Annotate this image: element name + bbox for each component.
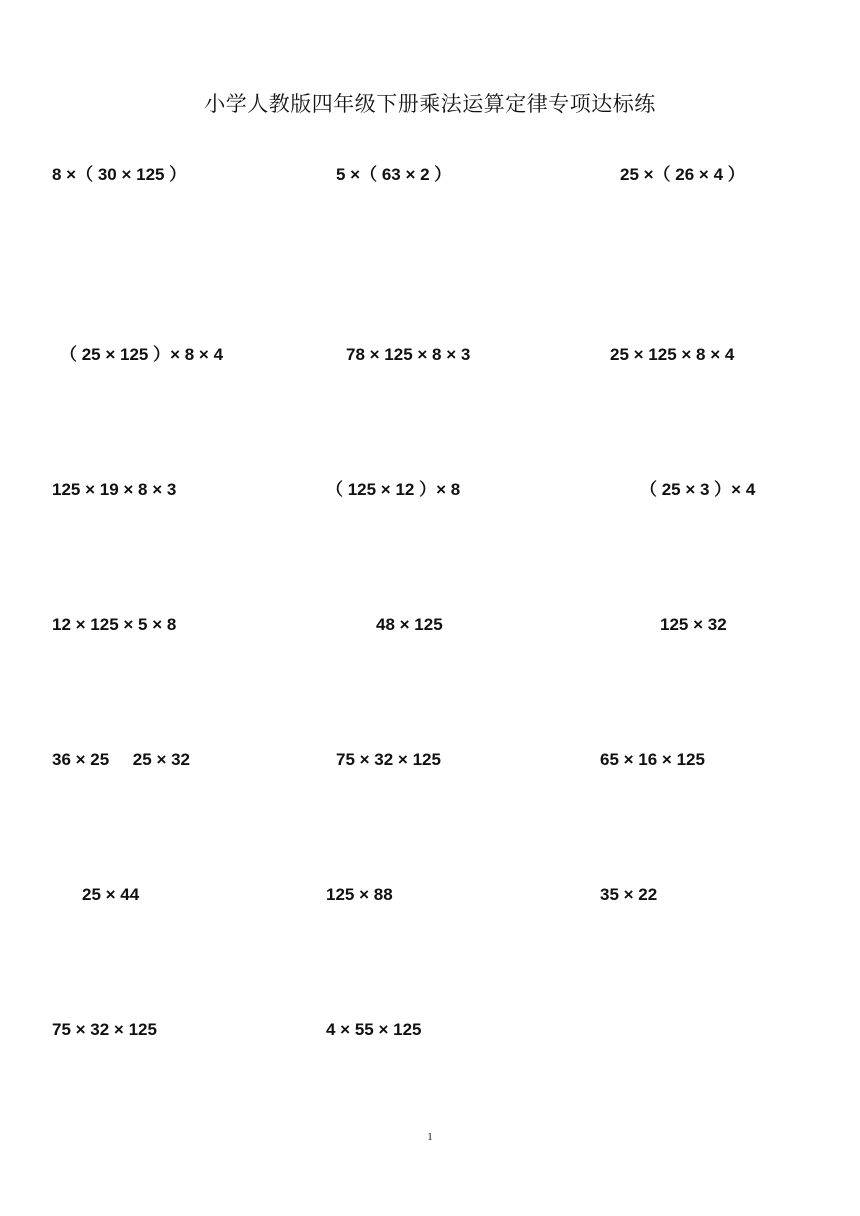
problem-15: 65 × 16 × 125 xyxy=(600,750,705,769)
problem-2: 5 ×（ 63 × 2 ） xyxy=(336,165,452,184)
problem-7: 125 × 19 × 8 × 3 xyxy=(52,480,177,499)
problem-1: 8 ×（ 30 × 125 ） xyxy=(52,165,187,184)
problem-18: 35 × 22 xyxy=(600,885,658,904)
problem-4: （ 25 × 125 ）× 8 × 4 xyxy=(60,345,224,364)
problem-13: 36 × 25 25 × 32 xyxy=(52,750,191,769)
problem-8: （ 125 × 12 ）× 8 xyxy=(326,480,461,499)
problem-16: 25 × 44 xyxy=(82,885,140,904)
problem-6: 25 × 125 × 8 × 4 xyxy=(610,345,735,364)
problem-19: 75 × 32 × 125 xyxy=(52,1020,157,1039)
problem-3: 25 ×（ 26 × 4 ） xyxy=(620,165,745,184)
problem-10: 12 × 125 × 5 × 8 xyxy=(52,615,177,634)
problem-20: 4 × 55 × 125 xyxy=(326,1020,422,1039)
problem-12: 125 × 32 xyxy=(660,615,727,634)
problem-11: 48 × 125 xyxy=(376,615,443,634)
page-title: 小学人教版四年级下册乘法运算定律专项达标练 xyxy=(204,92,656,116)
page-number: 1 xyxy=(427,1131,433,1143)
problem-17: 125 × 88 xyxy=(326,885,393,904)
problem-5: 78 × 125 × 8 × 3 xyxy=(346,345,471,364)
problem-9: （ 25 × 3 ）× 4 xyxy=(640,480,756,499)
problem-14: 75 × 32 × 125 xyxy=(336,750,441,769)
